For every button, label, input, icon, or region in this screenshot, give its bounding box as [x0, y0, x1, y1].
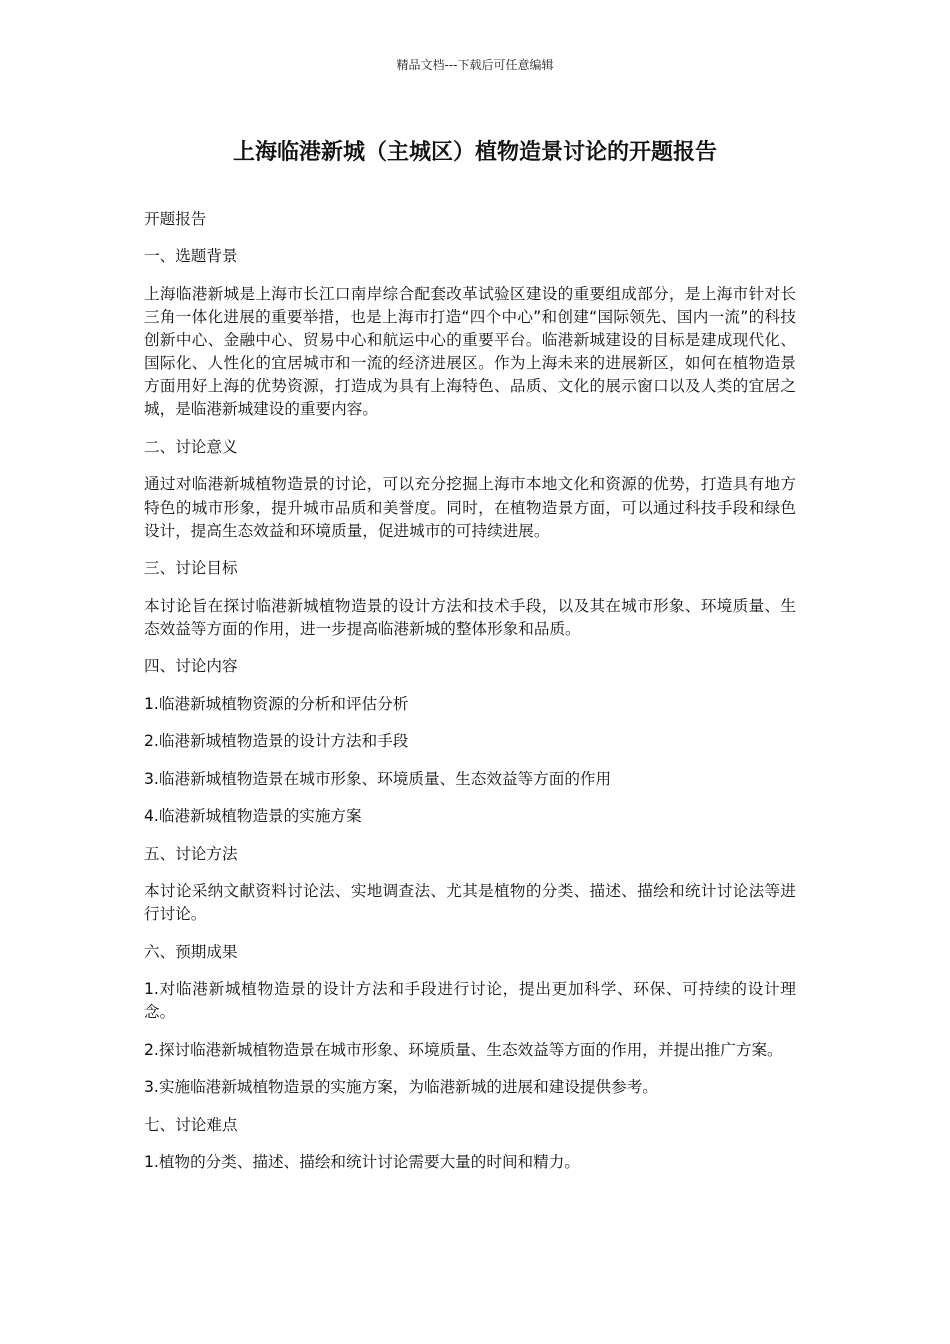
paragraph-significance: 通过对临港新城植物造景的讨论，可以充分挖掘上海市本地文化和资源的优势，打造具有地方特色的城市形象，提升城市品质和美誉度。同时，在植物造景方面，可以通过科技手段和绿色设计，提高生态效益和环境质量，促进城市的可持续进展。: [144, 475, 796, 540]
section-heading-outcomes: 六、预期成果: [144, 942, 238, 961]
header-note: 精品文档---下载后可任意编辑: [396, 58, 554, 72]
list-item: 3.实施临港新城植物造景的实施方案，为临港新城的进展和建设提供参考。: [144, 1078, 658, 1097]
paragraph-objectives: 本讨论旨在探讨临港新城植物造景的设计方法和技术手段，以及其在城市形象、环境质量、生态效益等方面的作用，进一步提高临港新城的整体形象和品质。: [144, 596, 796, 638]
paragraph-background: 上海临港新城是上海市长江口南岸综合配套改革试验区建设的重要组成部分，是上海市针对长三角一体化进展的重要举措，也是上海市打造“四个中心”和创建“国际领先、国内一流”的科技创新中心、金融中心、贸易中心和航运中心的重要平台。临港新城建设的目标是建成现代化、国际化、人性化的宜居城市和一流的经济进展区。作为上海未来的进展新区，如何在植物造景方面用好上海的优势资源，打造成为具有上海特色、品质、文化的展示窗口以及人类的宜居之城，是临港新城建设的重要内容。: [144, 284, 796, 419]
list-item: 3.临港新城植物造景在城市形象、环境质量、生态效益等方面的作用: [144, 769, 612, 788]
document-title: 上海临港新城（主城区）植物造景讨论的开题报告: [232, 140, 717, 165]
section-heading-content: 四、讨论内容: [144, 657, 238, 676]
list-item: 2.临港新城植物造景的设计方法和手段: [144, 732, 409, 751]
section-heading-objectives: 三、讨论目标: [144, 559, 238, 578]
section-heading-difficulties: 七、讨论难点: [144, 1115, 238, 1134]
section-heading-methods: 五、讨论方法: [144, 844, 238, 863]
document-body: [144, 208, 796, 1189]
list-item: 1.植物的分类、描述、描绘和统计讨论需要大量的时间和精力。: [144, 1153, 580, 1172]
label-report: 开题报告: [144, 210, 207, 228]
section-heading-background: 一、选题背景: [144, 247, 238, 266]
list-item: 2.探讨临港新城植物造景在城市形象、环境质量、生态效益等方面的作用，并提出推广方案。: [144, 1040, 783, 1059]
list-item: 1.临港新城植物资源的分析和评估分析: [144, 694, 409, 713]
section-heading-significance: 二、讨论意义: [144, 437, 238, 456]
list-item: 4.临港新城植物造景的实施方案: [144, 807, 362, 826]
paragraph-methods: 本讨论采纳文献资料讨论法、实地调查法、尤其是植物的分类、描述、描绘和统计讨论法等进行讨论。: [144, 882, 796, 924]
list-item: 1.对临港新城植物造景的设计方法和手段进行讨论，提出更加科学、环保、可持续的设计理念。: [144, 980, 796, 1022]
